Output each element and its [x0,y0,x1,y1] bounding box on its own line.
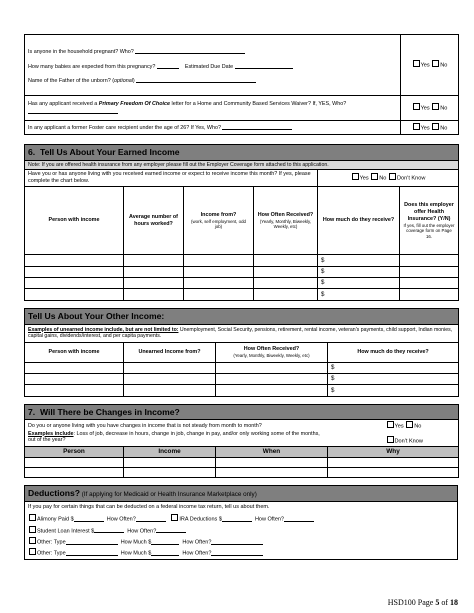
q-due-date: Estimated Due Date [184,63,234,70]
cell[interactable] [25,278,124,289]
col-title: How Often Received? [243,345,300,352]
ira-amount-field[interactable] [222,516,252,522]
cell[interactable] [124,362,216,373]
other-income-header: Tell Us About Your Other Income: [25,308,459,324]
dont-know-label: Don't Know [394,438,423,445]
q-freedom-prefix: Has any applicant received a [28,100,99,107]
col-income: Income [124,447,216,458]
amount-cell[interactable]: $ [328,362,459,373]
q-foster: In any applicant a former Foster care recipient under the age of 26? If Yes, Who? [28,124,221,131]
father-name-field[interactable] [136,77,256,83]
examples-text: : Loss of job, decrease in hours, change in job, change in pay, and/or only working some of the months, out of the year? [28,430,320,444]
pregnant-no-checkbox[interactable] [432,60,439,67]
cell[interactable] [254,278,318,289]
ira-often-field[interactable] [284,516,314,522]
q-father-optional: optional [114,78,133,85]
cell[interactable] [124,266,184,277]
other-deduction-row [25,547,458,559]
q-freedom-suffix: letter for a Home and Community Based Services Waiver? If, YES, Who? [170,100,347,107]
deductions-subtitle: (If applying for Medicaid or Health Insurance Marketplace only) [80,491,257,499]
ira-label: IRA Deductions $ [179,516,222,523]
cell[interactable] [25,385,124,396]
cell[interactable] [216,362,328,373]
amount-cell[interactable]: $ [318,255,400,266]
no-label: No [379,175,387,182]
other-income-table [24,308,459,397]
amount-cell[interactable]: $ [318,266,400,277]
cell[interactable] [25,458,124,468]
q-father: Name of the Father of the unborn? ( [28,78,115,85]
page-footer [388,598,458,607]
student-loan-often-field[interactable] [156,527,186,533]
cell[interactable] [400,278,459,289]
income-changes-header [25,404,459,420]
cell[interactable] [328,458,459,468]
changes-question-text: Do you or anyone living with you have changes in income that is not steady from month to month? [28,422,262,429]
cell[interactable] [25,289,124,300]
table-row [25,468,459,478]
col-when: When [216,447,328,458]
amount-cell[interactable]: $ [328,373,459,384]
form-code: HSD100 Page [387,598,436,607]
cell[interactable] [124,255,184,266]
alimony-amount-field[interactable] [74,516,104,522]
col-title: How Often Received? [257,211,314,218]
cell[interactable] [184,266,254,277]
yes-label: Yes [420,105,430,112]
col-hours [124,187,184,255]
cell[interactable] [124,289,184,300]
section-number: 7. [28,406,36,417]
how-much-label: How Much $ [120,539,152,546]
cell[interactable] [25,362,124,373]
section-title: Will There be Changes in Income? [39,406,180,417]
foster-yes-no [401,121,459,135]
cell[interactable] [254,255,318,266]
income-changes-table [24,404,459,479]
cell[interactable] [216,373,328,384]
no-label: No [440,125,448,132]
examples-label: Examples include [28,430,74,437]
amount-cell[interactable]: $ [328,385,459,396]
earned-income-table [24,144,459,301]
deductions-intro: If you pay for certain things that can be deducted on a federal income tax return, tell us about them. [25,502,458,514]
col-health-insurance [400,187,459,255]
changes-question [25,420,328,447]
pregnant-who-field[interactable] [135,48,245,54]
section-title: Tell Us About Your Earned Income [39,147,180,157]
deductions-title: Deductions? [28,488,81,499]
cell[interactable] [216,385,328,396]
col-title: Unearned Income from? [138,348,201,355]
alimony-often-field[interactable] [136,516,166,522]
amount-cell[interactable]: $ [318,278,400,289]
col-how-often [216,342,328,362]
student-loan-checkbox[interactable] [29,526,36,533]
earned-income-header [25,145,459,161]
student-loan-label: Student Loan Interest $ [37,528,95,535]
table-row [25,385,459,396]
cell[interactable] [124,278,184,289]
q-babies: How many babies are expected from this pregnancy? [28,63,156,70]
examples-label: Examples of unearned income include, but are not limited to: [28,326,179,333]
col-sub: If yes, fill out the employer coverage form on Page 16. [403,222,455,239]
of-label: of [439,598,450,607]
foster-no-checkbox[interactable] [432,123,439,130]
col-person: Person [25,447,124,458]
amount-cell[interactable]: $ [318,289,400,300]
how-often-label: How Often? [106,516,136,523]
examples-text: Unemployment, Social Security, pensions, retirement, rental income, veteran's payments, child support, Indian monies, capital gains, dividends/interest, and per capita payments. [28,326,453,340]
dont-know-label: Don't Know [396,175,426,182]
deductions-header [25,486,458,502]
earned-income-note: Note: If you are offered health insurance from any employer please fill out the Employer Coverage form attached to this application. [25,160,459,170]
col-title: How much do they receive? [322,217,395,224]
cell[interactable] [25,373,124,384]
alimony-label: Alimony Paid $ [37,516,74,523]
foster-question [25,121,401,135]
cell[interactable] [400,255,459,266]
col-person [25,342,124,362]
deductions-table [24,485,458,559]
foster-yes-checkbox[interactable] [413,123,420,130]
earned-no-checkbox[interactable] [371,173,378,180]
table-row [25,255,459,266]
how-often-label: How Often? [182,539,212,546]
table-row [25,278,459,289]
other-2-type-field[interactable] [66,550,118,556]
freedom-yes-no [401,96,459,121]
form-page [24,34,458,560]
page-number: 5 [435,598,440,607]
cell[interactable] [400,266,459,277]
freedom-question [25,96,401,121]
other-1-often-field[interactable] [211,539,263,545]
q-pregnant: Is anyone in the household pregnant? Who? [28,48,134,55]
pregnancy-table [24,34,459,135]
cell[interactable] [25,255,124,266]
col-title: Income from? [200,211,237,218]
cell[interactable] [184,278,254,289]
col-sub: (Yearly, Monthly, Biweekly, Weekly, etc) [259,218,312,230]
how-often-label: How Often? [182,550,212,557]
earned-income-question: Have you or has anyone living with you received earned income or expect to receive income this month? If yes, please complete the chart below. [25,170,318,187]
yes-label: Yes [359,175,369,182]
col-person [25,187,124,255]
no-label: No [414,423,422,430]
other-2-often-field[interactable] [211,550,263,556]
cell[interactable] [25,266,124,277]
changes-yes-checkbox[interactable] [387,421,394,428]
col-title: How much do they receive? [357,348,429,355]
cell[interactable] [254,266,318,277]
cell[interactable] [216,468,328,478]
page-total: 18 [450,598,458,607]
freedom-who-field[interactable] [28,108,118,114]
freedom-yes-checkbox[interactable] [413,103,420,110]
student-loan-amount-field[interactable] [94,527,124,533]
cell[interactable] [124,468,216,478]
student-loan-row [25,525,458,536]
yes-label: Yes [394,423,404,430]
other-1-type-field[interactable] [66,539,118,545]
q-freedom-bold: Primary Freedom Of Choice [98,100,171,107]
col-title: Person with income [48,348,100,355]
earned-yes-no [318,170,459,187]
pregnant-yes-checkbox[interactable] [413,60,420,67]
col-why: Why [328,447,459,458]
pregnancy-questions [25,35,401,96]
cell[interactable] [25,468,124,478]
other-1-checkbox[interactable] [29,537,36,544]
how-often-label: How Often? [254,516,284,523]
col-sub: (Yearly, Monthly, Biweekly, Weekly, etc) [233,352,310,358]
other-1-amount-field[interactable] [151,539,179,545]
other-2-amount-field[interactable] [151,550,179,556]
col-how-much [328,342,459,362]
due-date-field[interactable] [235,63,293,69]
col-title: Average number of hours worked? [129,213,178,227]
no-label: No [440,62,448,69]
col-how-much [318,187,400,255]
changes-yes-no [328,420,459,447]
table-row [25,458,459,468]
yes-label: Yes [420,62,430,69]
table-row [25,362,459,373]
cell[interactable] [216,458,328,468]
table-row [25,373,459,384]
cell[interactable] [254,289,318,300]
cell[interactable] [400,289,459,300]
other-type-label: Other: Type [37,550,66,557]
changes-no-checkbox[interactable] [406,421,413,428]
freedom-no-checkbox[interactable] [432,103,439,110]
how-much-label: How Much $ [120,550,152,557]
earned-dont-know-checkbox[interactable] [389,173,396,180]
col-title: Person with income [48,217,100,224]
table-row [25,266,459,277]
other-2-checkbox[interactable] [29,548,36,555]
foster-who-field[interactable] [222,124,292,130]
cell[interactable] [124,373,216,384]
cell[interactable] [124,385,216,396]
no-label: No [440,105,448,112]
cell[interactable] [184,255,254,266]
other-deduction-row [25,536,458,547]
q-father-close: ) [132,78,135,85]
cell[interactable] [184,289,254,300]
col-income-from [184,187,254,255]
cell[interactable] [328,468,459,478]
table-row [25,289,459,300]
alimony-row [25,513,458,524]
yes-label: Yes [420,125,430,132]
other-income-examples [25,324,459,342]
earned-yes-checkbox[interactable] [352,173,359,180]
col-how-often [254,187,318,255]
babies-count-field[interactable] [157,63,179,69]
how-often-label: How Often? [127,528,157,535]
cell[interactable] [124,458,216,468]
col-sub: (work, self employment, odd job) [191,218,246,230]
ira-checkbox[interactable] [171,514,178,521]
pregnant-yes-no [401,35,459,96]
changes-dont-know-checkbox[interactable] [387,436,394,443]
col-title: Does this employer offer Health Insurance? (Y/N) [404,202,454,222]
alimony-checkbox[interactable] [29,514,36,521]
section-number: 6. [28,147,36,157]
other-type-label: Other: Type [37,539,66,546]
col-unearned-from [124,342,216,362]
